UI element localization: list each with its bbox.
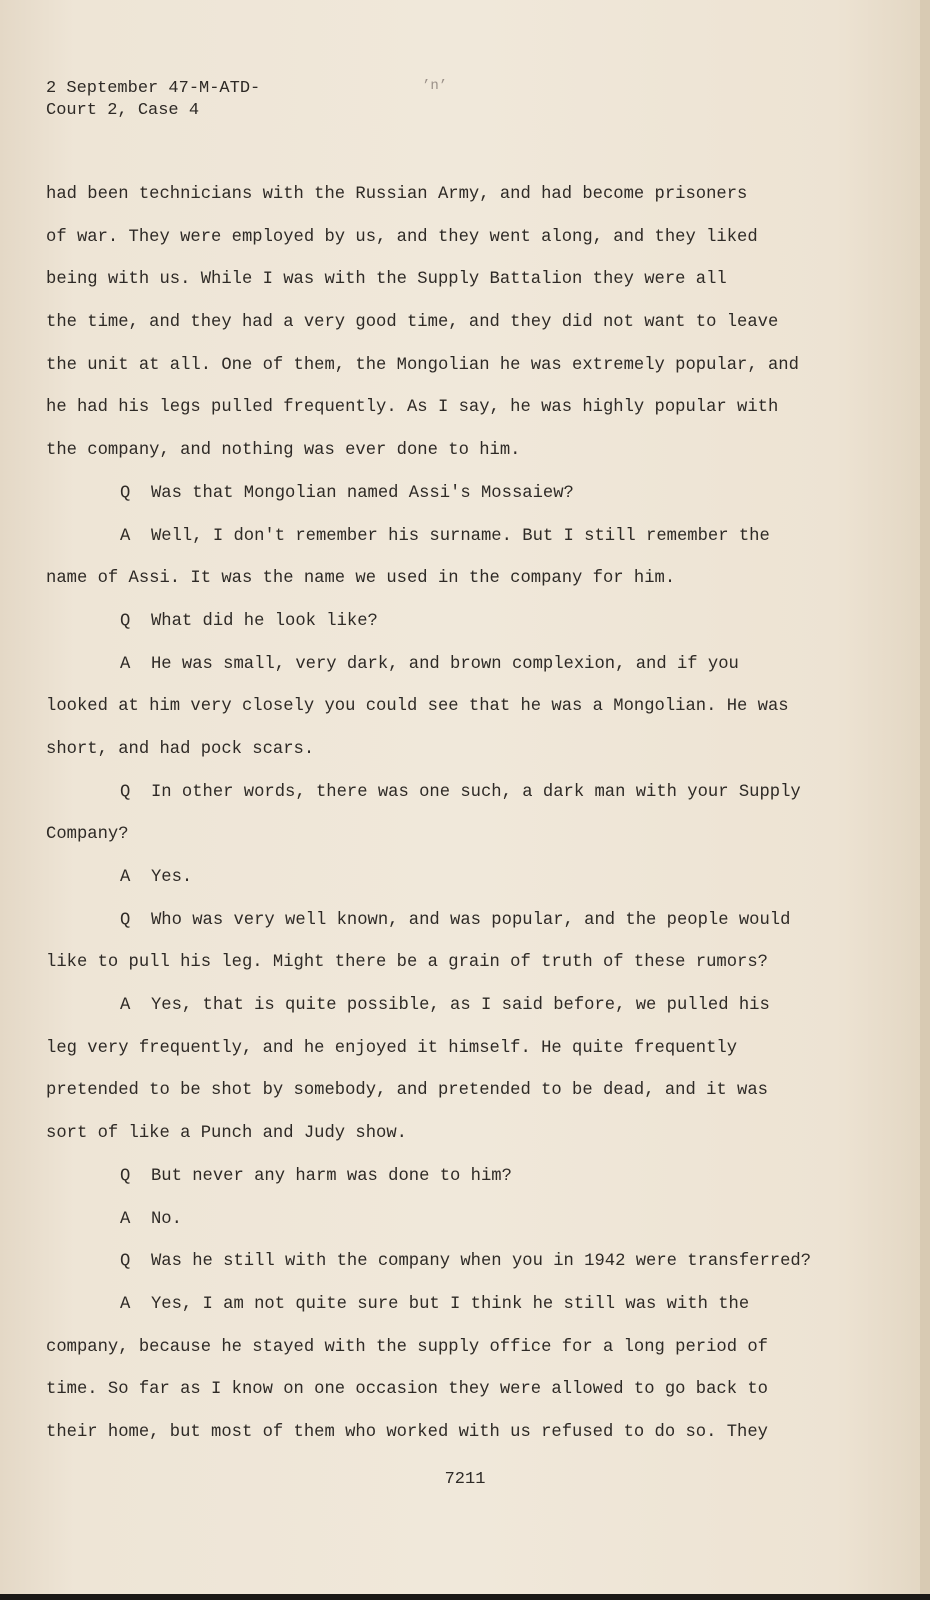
transcript-line: name of Assi. It was the name we used in the company for him. <box>46 569 676 589</box>
transcript-line: he had his legs pulled frequently. As I say, he was highly popular with <box>46 398 779 418</box>
transcript-body <box>46 174 886 1455</box>
page-edge-bottom <box>0 1594 930 1600</box>
court-line: Court 2, Case 4 <box>46 101 200 120</box>
date-line: 2 September 47-M-ATD- <box>46 79 261 98</box>
transcript-line: Q In other words, there was one such, a dark man with your Supply <box>120 782 801 802</box>
transcript-line: A Yes, I am not quite sure but I think he still was with the <box>120 1294 750 1314</box>
transcript-line: Company? <box>46 825 129 845</box>
transcript-line: of war. They were employed by us, and they went along, and they liked <box>46 227 758 247</box>
transcript-line: A Yes. <box>120 868 193 887</box>
transcript-line: had been technicians with the Russian Army, and had become prisoners <box>46 185 748 204</box>
transcript-line: like to pull his leg. Might there be a grain of truth of these rumors? <box>46 953 768 973</box>
document-header <box>46 78 260 122</box>
transcript-line: their home, but most of them who worked with us refused to do so. They <box>46 1422 768 1442</box>
transcript-line: Q What did he look like? <box>120 611 378 631</box>
transcript-line: A He was small, very dark, and brown complexion, and if you <box>120 654 739 674</box>
transcript-line: A Yes, that is quite possible, as I said before, we pulled his <box>120 996 770 1016</box>
transcript-line: short, and had pock scars. <box>46 739 315 759</box>
transcript-line: Q Was he still with the company when you in 1942 were transferred? <box>120 1252 812 1272</box>
stray-mark: ’n’ <box>422 78 448 94</box>
transcript-line: being with us. While I was with the Supply Battalion they were all <box>46 270 727 290</box>
transcript-line: pretended to be shot by somebody, and pretended to be dead, and it was <box>46 1081 768 1101</box>
transcript-line: looked at him very closely you could see that he was a Mongolian. He was <box>46 697 789 717</box>
transcript-line: Q Was that Mongolian named Assi's Mossaiew? <box>120 483 574 503</box>
transcript-line: sort of like a Punch and Judy show. <box>46 1124 407 1144</box>
transcript-line: A Well, I don't remember his surname. But I still remember the <box>120 526 770 546</box>
transcript-line: the unit at all. One of them, the Mongolian he was extremely popular, and <box>46 355 799 375</box>
transcript-line: company, because he stayed with the supply office for a long period of <box>46 1337 768 1357</box>
page-number: 7211 <box>444 1470 486 1489</box>
transcript-line: the time, and they had a very good time, and they did not want to leave <box>46 313 779 333</box>
page-edge-right <box>920 0 930 1600</box>
transcript-line: the company, and nothing was ever done to him. <box>46 441 521 461</box>
transcript-line: time. So far as I know on one occasion they were allowed to go back to <box>46 1380 768 1400</box>
transcript-line: leg very frequently, and he enjoyed it himself. He quite frequently <box>46 1038 738 1058</box>
transcript-line: A No. <box>120 1209 182 1229</box>
transcript-line: Q But never any harm was done to him? <box>120 1166 512 1186</box>
transcript-line: Q Who was very well known, and was popular, and the people would <box>120 910 791 930</box>
